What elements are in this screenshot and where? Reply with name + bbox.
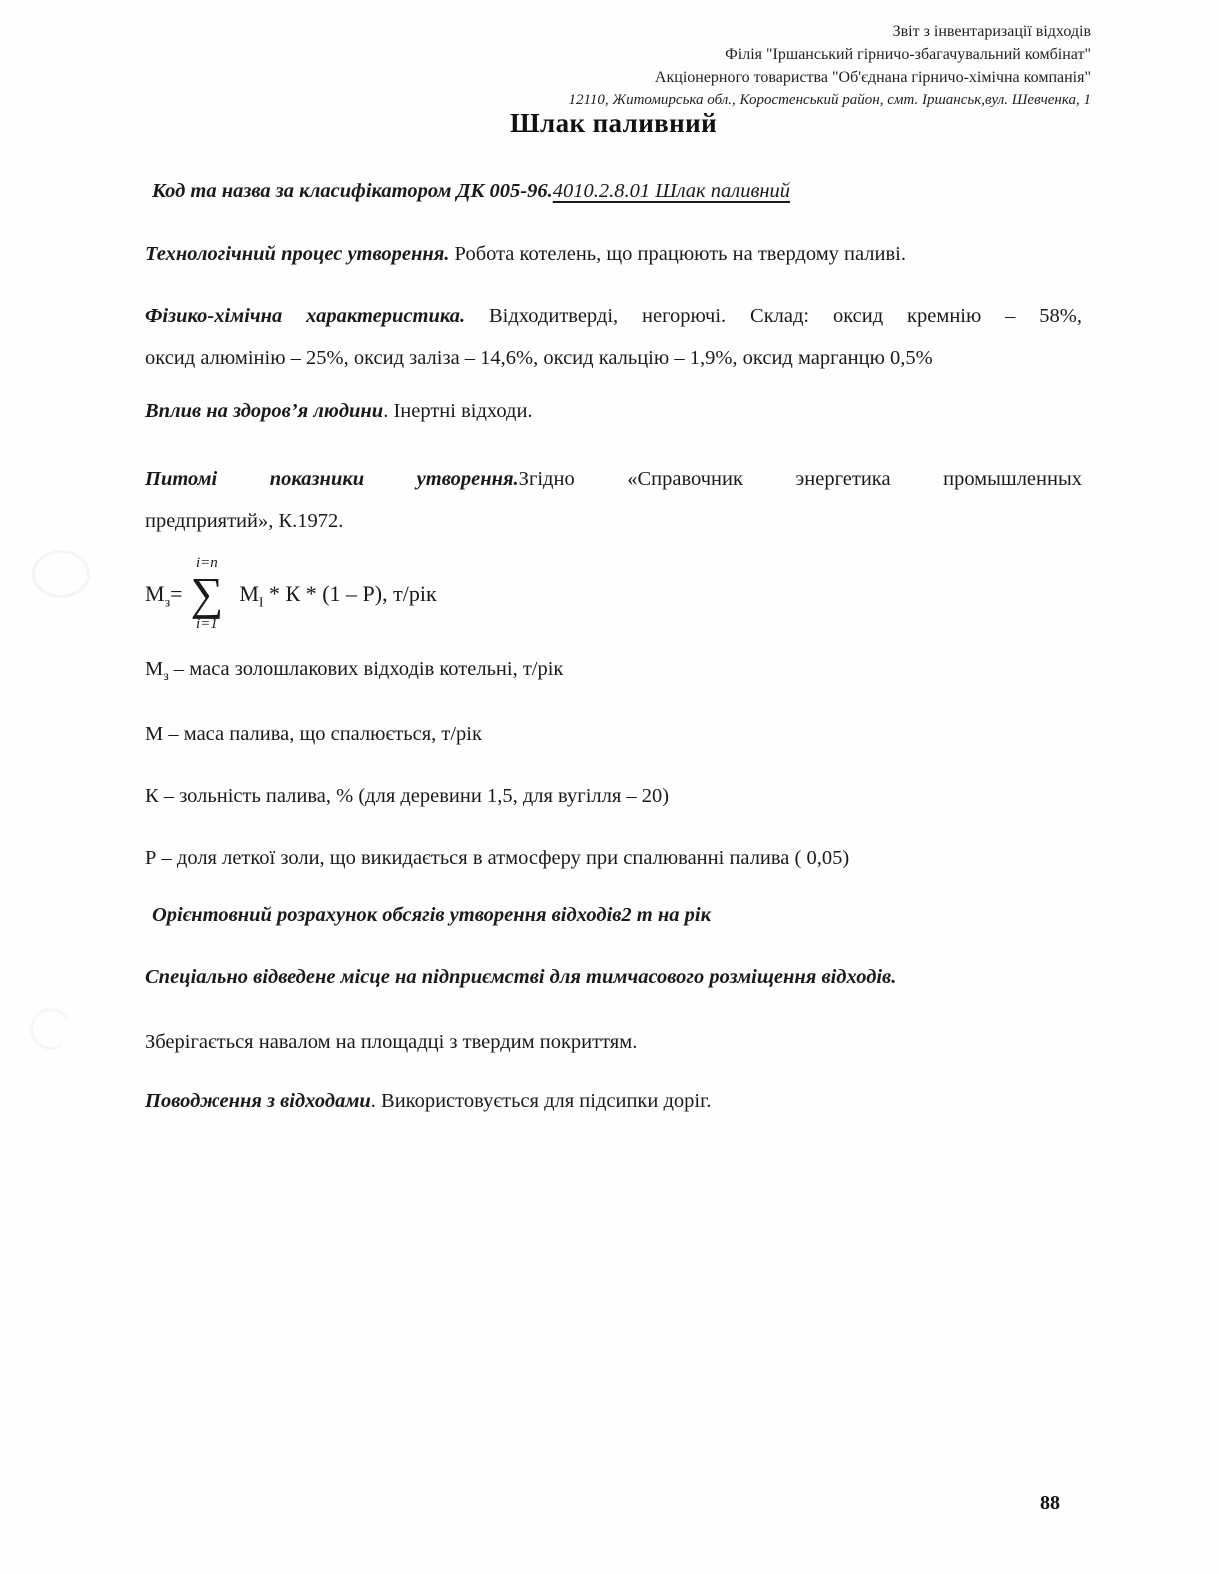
- sum-lower-limit: i=1: [196, 616, 218, 632]
- physchem-text-1: Відходитверді, негорючі. Склад: оксид кремнію – 58%,: [465, 305, 1082, 327]
- header-address: 12110, Житомирська обл., Коростенський район, смт. Іршанськ,вул. Шевченка, 1: [568, 92, 1091, 108]
- page-number: 88: [1040, 1492, 1060, 1514]
- storage-method-paragraph: Зберігається навалом на площадці з твердим покриттям.: [145, 1031, 638, 1053]
- handling-label: Поводження з відходами: [145, 1090, 371, 1112]
- storage-place-paragraph: Спеціально відведене місце на підприємстві для тимчасового розміщення відходів.: [145, 966, 897, 988]
- mass-formula: [145, 552, 1082, 636]
- definition-p: Р – доля леткої золи, що викидається в атмосферу при спалюванні палива ( 0,05): [145, 847, 850, 869]
- definition-m: М – маса палива, що спалюється, т/рік: [145, 723, 482, 745]
- physchem-line-1: [145, 295, 1082, 337]
- hole-punch-mark: [32, 550, 90, 598]
- header-report-title: Звіт з інвентаризації відходів: [892, 23, 1091, 40]
- physchem-line-2: оксид алюмінію – 25%, оксид заліза – 14,6%, оксид кальцію – 1,9%, оксид марганцю 0,5%: [145, 347, 933, 369]
- indicators-label: Питомі показники утворення.: [145, 468, 519, 490]
- process-label: Технологічний процес утворення.: [145, 243, 450, 265]
- classifier-code-paragraph: [145, 170, 1082, 212]
- health-impact-paragraph: [145, 390, 1082, 432]
- document-letterhead: [568, 20, 1091, 112]
- document-body: [145, 106, 1082, 1142]
- physchem-paragraph: [145, 295, 1082, 379]
- definition-mz: $М_з$ – маса золошлакових відходів котельні, т/рік: [145, 658, 564, 685]
- header-branch-name: Філія "Іршанський гірничо-збагачувальний комбінат": [725, 46, 1091, 63]
- sum-upper-limit: i=n: [196, 555, 218, 571]
- process-text: Робота котелень, що працюють на твердому паливі.: [449, 243, 907, 265]
- classifier-code-value: 4010.2.8.01 Шлак паливний: [552, 180, 791, 202]
- header-company-name: Акціонерного товариства "Об'єднана гірничо-хімічна компанія": [654, 69, 1091, 86]
- sigma-symbol: ∑: [190, 568, 224, 619]
- hole-punch-mark: [26, 1004, 76, 1054]
- indicators-line-2: предприятий», К.1972.: [145, 510, 344, 532]
- definition-k: К – зольність палива, % (для деревини 1,5, для вугілля – 20): [145, 785, 670, 807]
- health-impact-text: . Інертні відходи.: [383, 400, 533, 422]
- estimate-paragraph: Орієнтовний розрахунок обсягів утворення відходів2 т на рік: [152, 904, 711, 926]
- handling-paragraph: [145, 1080, 1082, 1122]
- formula-lhs: $М_з=$: [145, 581, 183, 611]
- indicators-line-1: [145, 458, 1082, 500]
- handling-text: . Використовується для підсипки доріг.: [370, 1090, 712, 1112]
- sigma-sum-icon: [191, 555, 224, 633]
- indicators-paragraph: [145, 458, 1082, 542]
- formula-rhs: $М_І$ * К * (1 – Р), т/рік: [239, 581, 437, 611]
- classifier-code-label: Код та назва за класифікатором ДК 005-96.: [152, 180, 553, 202]
- health-impact-label: Вплив на здоров’я людини: [145, 400, 384, 422]
- page-title: Шлак паливний: [509, 108, 718, 138]
- physchem-label: Фізико-хімічна характеристика.: [145, 305, 466, 327]
- indicators-text-1: Згідно «Справочник энергетика промышленных: [518, 468, 1082, 490]
- process-paragraph: [145, 233, 1082, 275]
